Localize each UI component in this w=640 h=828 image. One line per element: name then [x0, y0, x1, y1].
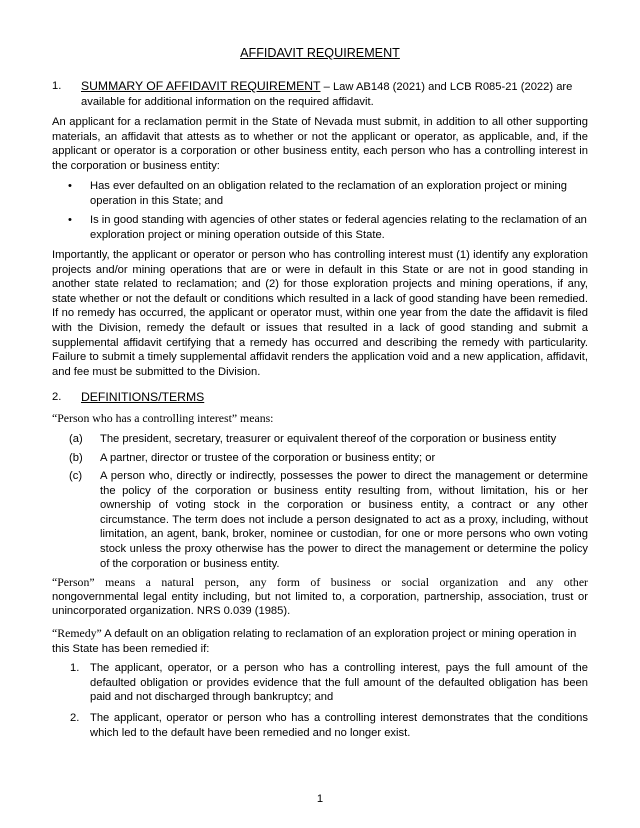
controlling-interest-definition: “Person who has a controlling interest” means:	[52, 411, 274, 425]
bullet-icon: •	[68, 180, 72, 192]
summary-paragraph: An applicant for a reclamation permit in the State of Nevada must submit, in addition to all other supporting materials, an affidavit that attests as to whether or not the applicant or operator, as applicable, and, if the applicant or operator is a corporation or other business entity, each person who has a controlling interest in the corporation or business entity:	[52, 116, 588, 172]
bullet-text: Has ever defaulted on an obligation related to the reclamation of an exploration project or mining operation in this State; and	[90, 180, 568, 207]
section-1-heading: SUMMARY OF AFFIDAVIT REQUIREMENT	[81, 79, 321, 93]
person-definition-rest: nongovernmental legal entity including, but not limited to, a corporation, partnership, association, trust or unincorporated organization. NRS 0.039 (1985).	[52, 590, 588, 618]
remedy-definition	[52, 626, 588, 656]
section-2	[52, 390, 588, 405]
bullet-icon: •	[68, 214, 72, 226]
section-1-number: 1.	[52, 80, 62, 92]
person-definition	[52, 575, 588, 619]
lettered-item: (b) A partner, director or trustee of the corporation or business entity; or	[69, 452, 436, 464]
lettered-item: (a) The president, secretary, treasurer or equivalent thereof of the corporation or business entity	[69, 433, 557, 445]
page-number: 1	[316, 793, 324, 805]
bullet-text: Is in good standing with agencies of other states or federal agencies relating to the reclamation of an exploration project or mining operation outside of this State.	[90, 214, 587, 241]
person-definition-lead: “Person” means a natural person, any form of business or social organization and any other	[52, 575, 588, 589]
section-2-heading: DEFINITIONS/TERMS	[81, 390, 205, 404]
section-1-heading-rest: – Law AB148 (2021) and LCB R085-21 (2022) are available for additional information on the required affidavit.	[81, 81, 573, 108]
section-2-number: 2.	[52, 391, 62, 403]
document-title: AFFIDAVIT REQUIREMENT	[240, 46, 400, 60]
remedy-definition-rest: A default on an obligation relating to reclamation of an exploration project or mining operation in this State has been remedied if:	[52, 628, 577, 655]
lettered-item: (c) A person who, directly or indirectly, possesses the power to direct the management or determine the policy of the corporation or business entity resulting from, without limitation, his or her ownership of voting stock in the corporation or business entity, a contract or any other circumstance. The term does not include a person designated to act as a proxy, including, without limitation, an agent, bank, broker, nominee or custodian, for one or more persons who own voting stock unless the proxy otherwise has the power to direct the management or determine the policy of the corporation or business entity.	[69, 470, 588, 570]
bullet-item	[52, 213, 588, 242]
remedy-definition-lead: “Remedy”	[52, 626, 102, 640]
importance-paragraph: Importantly, the applicant or operator or person who has controlling interest must (1) identify any exploration projects and/or mining operations that are or were in default in this State or are not in good standing in another state related to reclamation; and (2) for those exploration projects and mining operations, if any, state whether or not the default or conditions which resulted in a lack of good standing have been remedied. If no remedy has occurred, the applicant or operator must, within one year from the date the affidavit is filed with the Division, remedy the default or issues that resulted in a lack of good standing and submit a supplemental affidavit certifying that a remedy has occurred and describing the remedy with particularity. Failure to submit a timely supplemental affidavit renders the application void and a new application, affidavit, and fee must be submitted to the Division.	[52, 249, 588, 378]
bullet-item	[52, 179, 588, 208]
section-1	[52, 79, 588, 109]
numbered-item: 2. The applicant, operator or person who has a controlling interest demonstrates that the conditions which led to the default have been remedied and no longer exist.	[70, 712, 588, 739]
numbered-item: 1. The applicant, operator, or a person who has a controlling interest, pays the full amount of the defaulted obligation or provides evidence that the full amount of the defaulted obligation has been paid and not discharged through bankruptcy; and	[70, 662, 588, 704]
